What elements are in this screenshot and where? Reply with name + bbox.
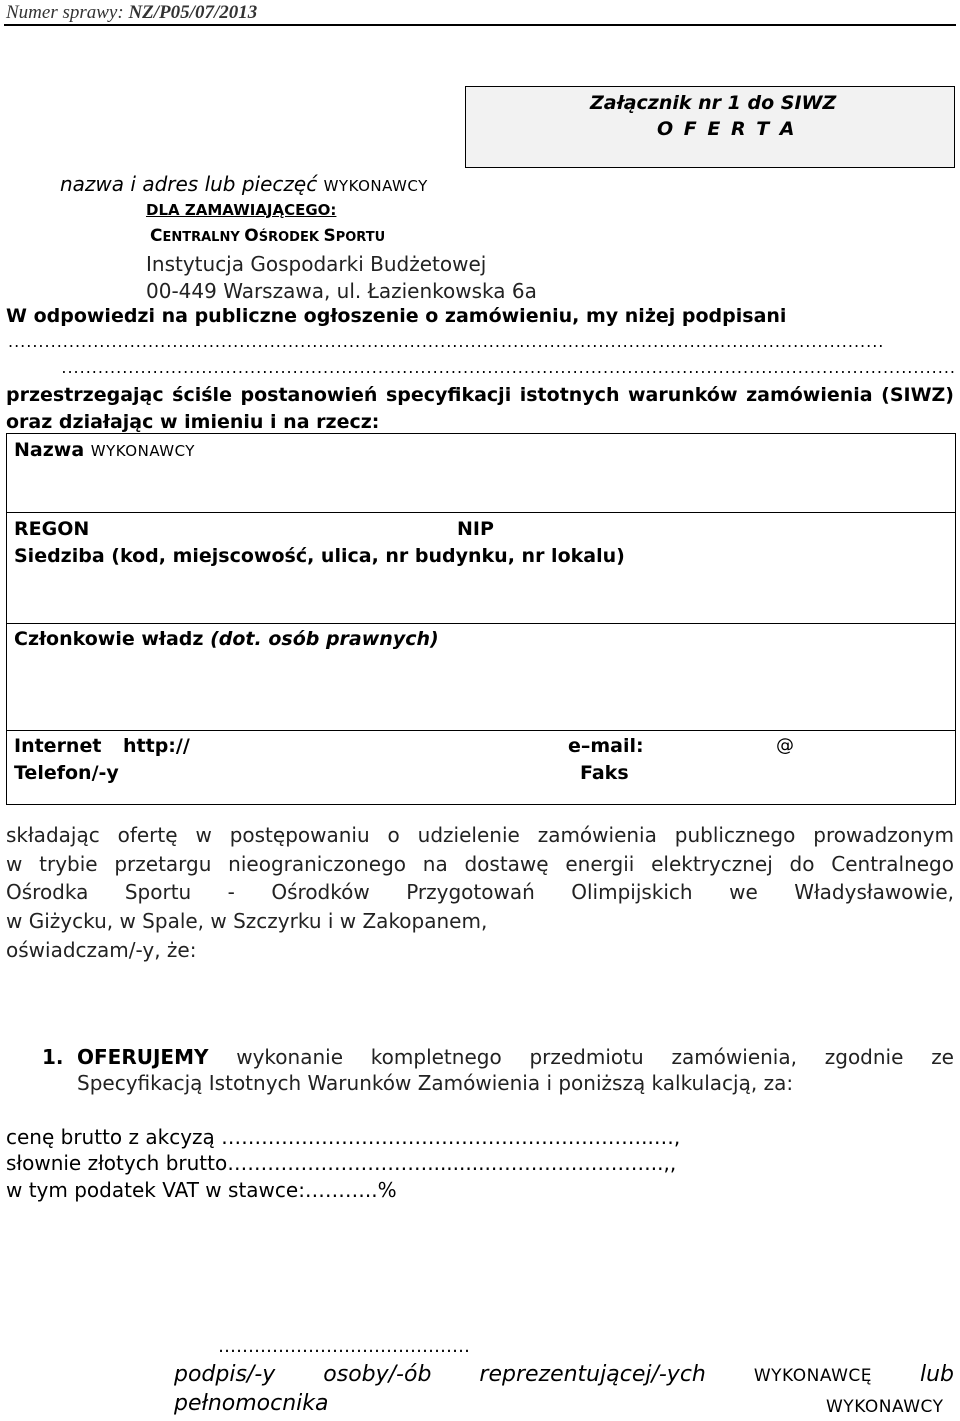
response-statement: W odpowiedzi na publiczne ogłoszenie o zamówieniu, my niżej podpisani [6, 305, 787, 327]
form-divider [6, 623, 956, 624]
recipient-name-part: PORTU [335, 230, 386, 245]
nip-field[interactable]: NIP [457, 518, 494, 540]
recipient-name [150, 226, 385, 246]
signature-caption-contractor: WYKONAWCY [826, 1397, 944, 1417]
form-divider [6, 730, 956, 731]
recipient-name-part: ŚRODEK [258, 230, 324, 245]
phone-field[interactable]: Telefon/-y [14, 762, 119, 784]
recipient-name-part: C [150, 226, 163, 246]
offer-paragraph-line: składając ofertę w postępowaniu o udzielenie zamówienia publicznego prowadzonym [6, 823, 954, 847]
fax-field[interactable]: Faks [580, 762, 629, 784]
contractor-name-label: Nazwa [14, 439, 91, 461]
board-members-label: Członkowie władz [14, 628, 211, 650]
contractor-name-field[interactable] [14, 439, 195, 461]
offer-point-line-1 [77, 1045, 954, 1069]
signature-caption-text: lub [872, 1362, 955, 1387]
signatories-dots-line-2[interactable]: ................................................................................................................................................... [61, 358, 956, 377]
acting-on-behalf: oraz działając w imieniu i na rzecz: [6, 411, 380, 433]
case-number-value: NZ/P05/07/2013 [128, 2, 258, 23]
website-field[interactable]: http:// [123, 735, 190, 757]
header-divider [4, 24, 956, 26]
gross-price-field[interactable]: cenę brutto z akcyzą ………………………………………………………..…, [6, 1125, 681, 1149]
contractor-stamp-prefix: nazwa i adres lub pieczęć [60, 172, 324, 196]
offer-title: O F E R T A [657, 118, 797, 140]
form-divider [6, 512, 956, 513]
offer-paragraph-line: w trybie przetargu nieograniczonego na dostawę energii elektrycznej do Centralnego [6, 852, 954, 876]
contractor-name-word: WYKONAWCY [90, 442, 195, 460]
signature-caption-word: WYKONAWCĘ [753, 1366, 872, 1386]
recipient-address: 00-449 Warszawa, ul. Łazienkowska 6a [146, 279, 537, 303]
contractor-stamp-label [60, 172, 428, 196]
recipient-institution: Instytucja Gospodarki Budżetowej [146, 252, 487, 276]
signature-caption-text: podpis/-y osoby/-ób reprezentującej/-ych [174, 1362, 754, 1387]
contractor-stamp-word: WYKONAWCY [323, 177, 428, 195]
offer-paragraph-line: Ośrodka Sportu - Ośrodków Przygotowań Olimpijskich we Władysławowie, [6, 880, 954, 904]
offer-point-line-2: Specyfikacją Istotnych Warunków Zamówienia i poniższą kalkulacją, za: [77, 1071, 794, 1095]
offer-paragraph-line: w Giżycku, w Spale, w Szczyrku i w Zakopanem, [6, 909, 488, 933]
regon-field[interactable]: REGON [14, 518, 90, 540]
signature-caption-line-2: pełnomocnika [174, 1391, 329, 1416]
signature-caption-line-1 [174, 1362, 954, 1387]
annex-title: Załącznik nr 1 do SIWZ [590, 92, 837, 114]
price-in-words-field[interactable]: słownie złotych brutto…………………………..........……………………..,, [6, 1151, 677, 1175]
recipient-name-part: ENTRALNY [162, 230, 245, 245]
signatories-dots-line-1[interactable]: ................................................................................................................................................ [8, 332, 885, 351]
vat-rate-field[interactable]: w tym podatek VAT w stawce:………..% [6, 1178, 397, 1202]
offer-paragraph-line: oświadczam/-y, że: [6, 938, 197, 962]
board-members-note: (dot. osób prawnych) [210, 628, 439, 650]
internet-label: Internet [14, 735, 102, 757]
at-sign: @ [776, 735, 794, 756]
siwz-statement: przestrzegając ściśle postanowień specyfikacji istotnych warunków zamówienia (SIWZ) [6, 384, 954, 406]
email-field[interactable]: e–mail: [568, 735, 644, 757]
recipient-name-part: O [244, 226, 259, 246]
board-members-field[interactable] [14, 628, 439, 650]
case-number-label: Numer sprawy: [6, 2, 129, 23]
case-number-header [6, 2, 257, 24]
offer-point-text: wykonanie kompletnego przedmiotu zamówienia, zgodnie ze [208, 1045, 954, 1069]
recipient-label: DLA ZAMAWIAJĄCEGO: [146, 201, 337, 219]
recipient-name-part: S [323, 226, 336, 246]
offer-point-number: 1. [42, 1045, 64, 1069]
seat-address-field[interactable]: Siedziba (kod, miejscowość, ulica, nr budynku, nr lokalu) [14, 545, 625, 567]
offer-keyword: OFERUJEMY [77, 1045, 209, 1069]
signature-line[interactable]: …………………………………… [218, 1336, 470, 1357]
